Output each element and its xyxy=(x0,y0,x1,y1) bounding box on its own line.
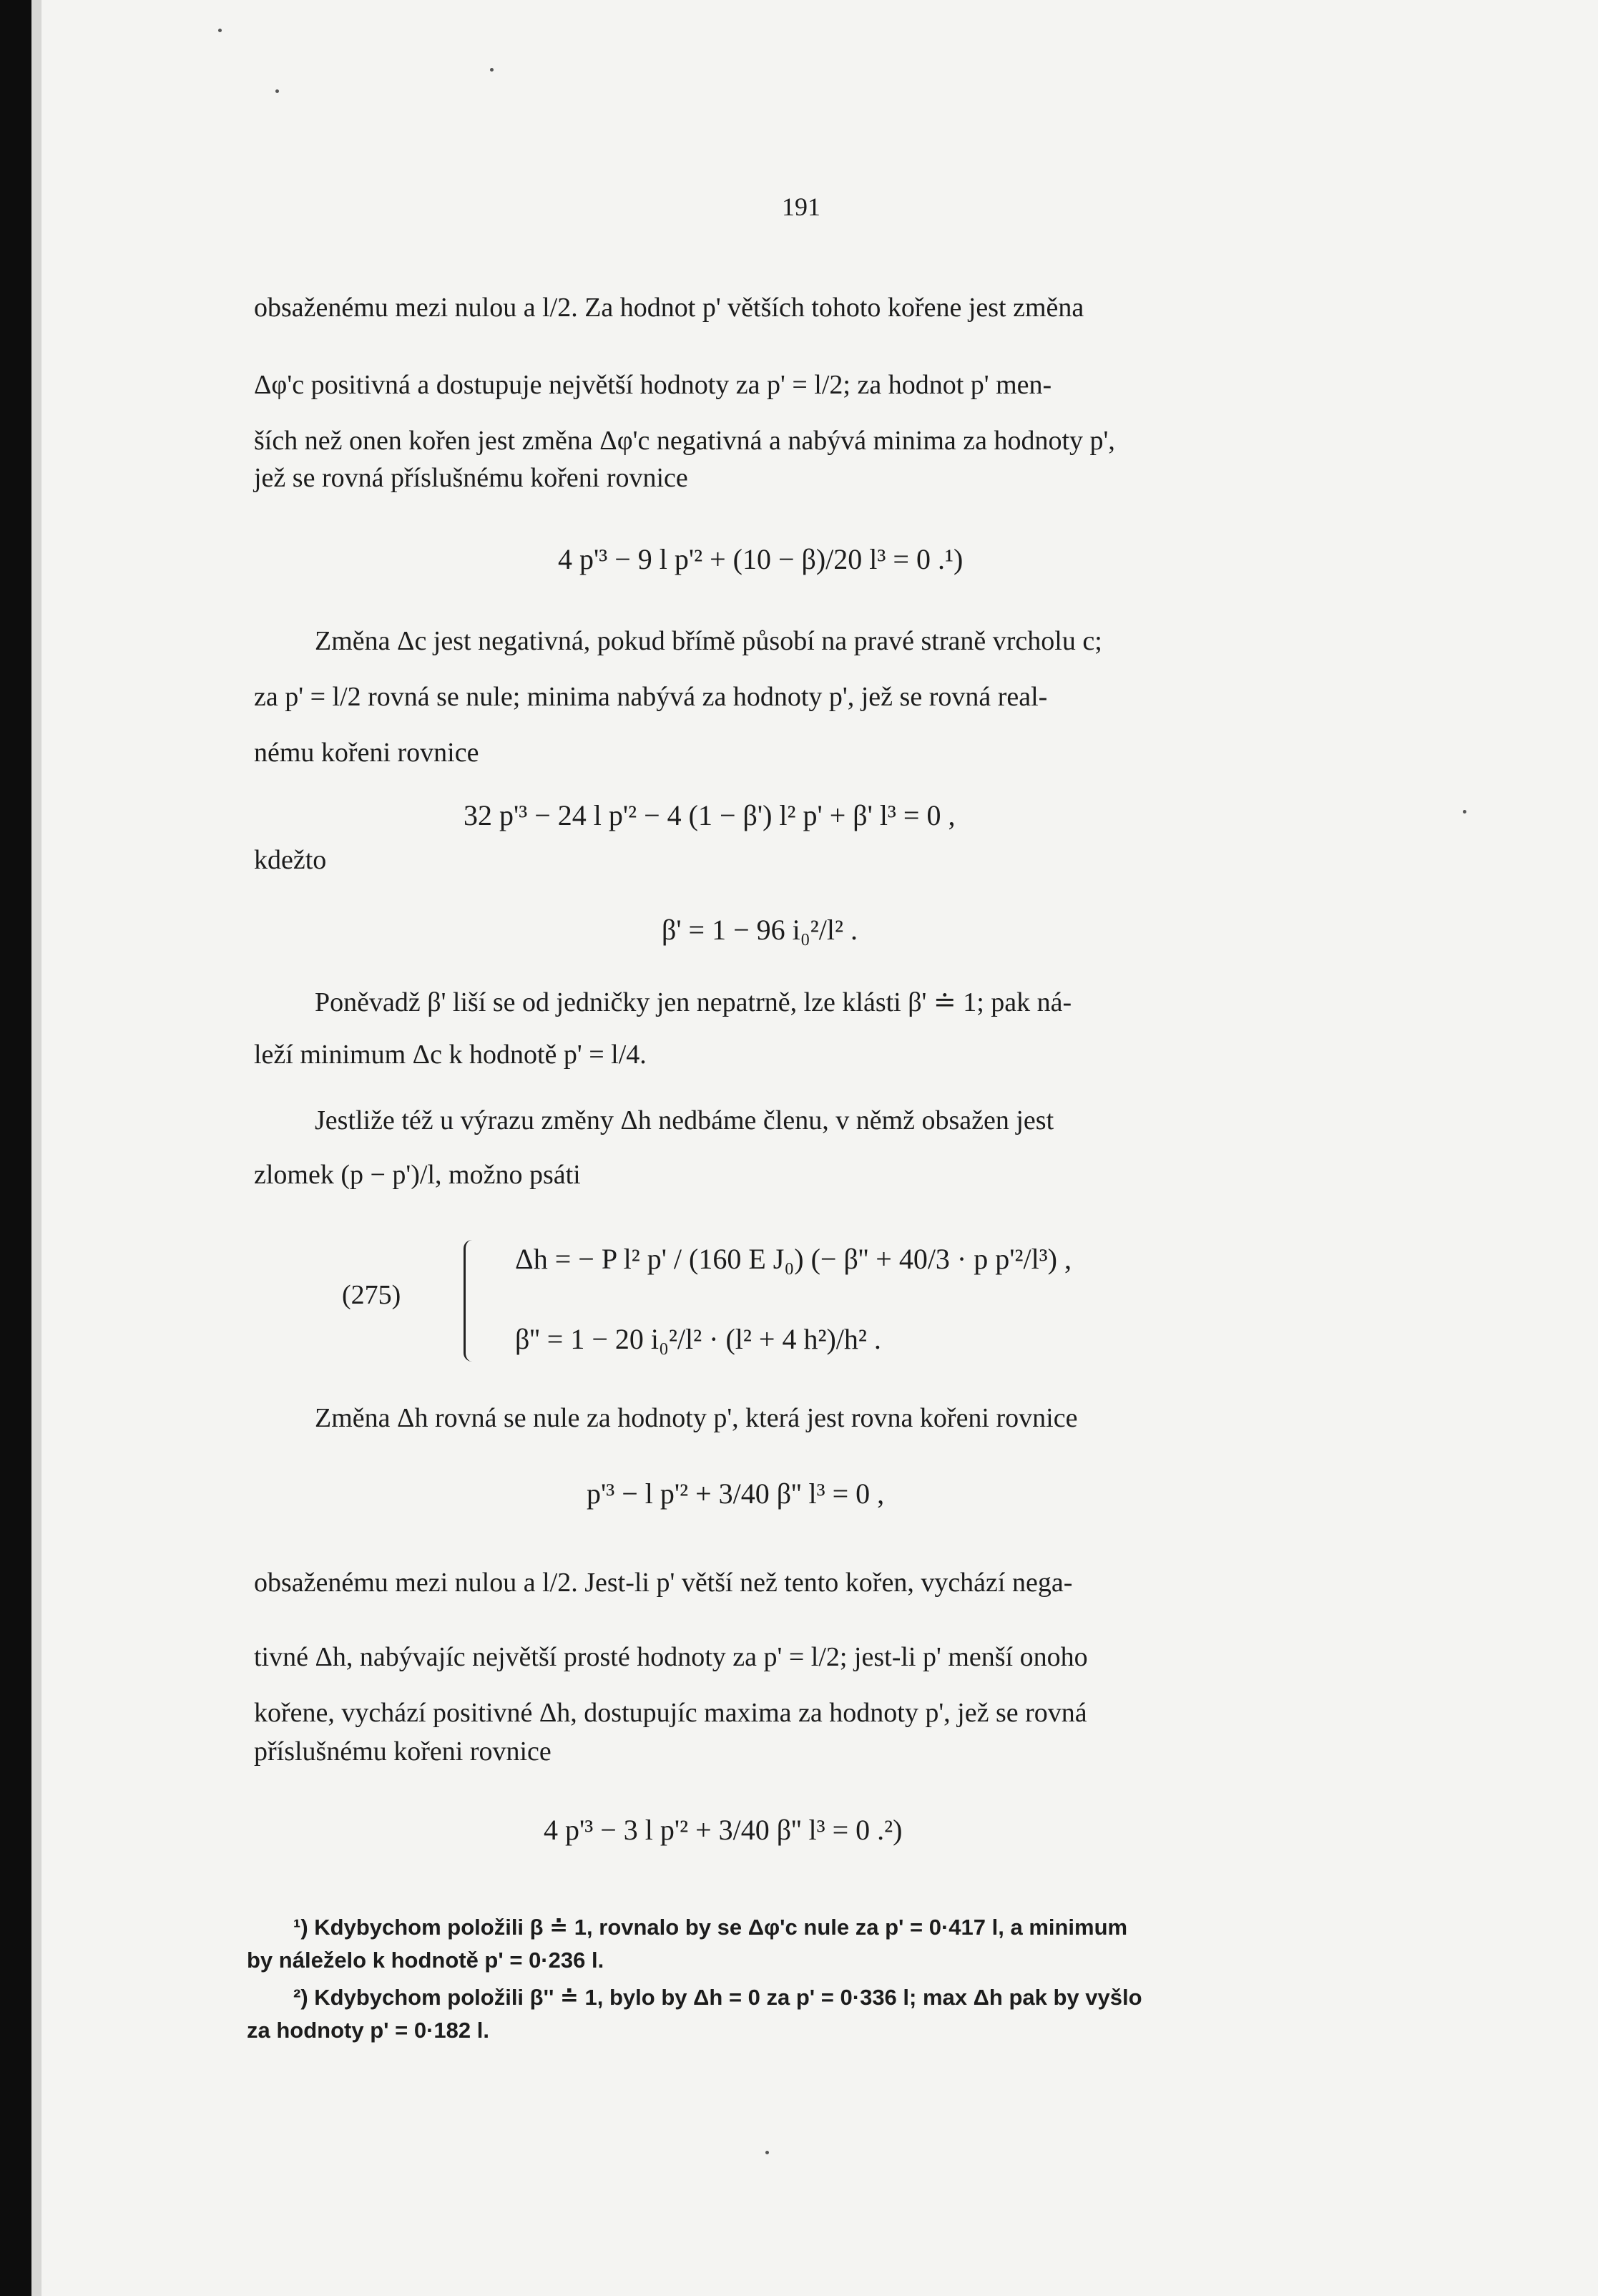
text-line: leží minimum Δc k hodnotě p' = l/4. xyxy=(254,1040,647,1070)
text-line: za p' = l/2 rovná se nule; minima nabývá za hodnoty p', jež se rovná real- xyxy=(254,682,1048,712)
text-line: jež se rovná příslušnému kořeni rovnice xyxy=(254,463,688,493)
equation: p'³ − l p'² + 3/40 β'' l³ = 0 , xyxy=(587,1477,885,1510)
text-line: obsaženému mezi nulou a l/2. Za hodnot p' větších tohoto kořene jest změna xyxy=(254,293,1084,323)
text-line: Jestliže též u výrazu změny Δh nedbáme členu, v němž obsažen jest xyxy=(315,1105,1054,1135)
text-line: tivné Δh, nabývajíc největší prosté hodnoty za p' = l/2; jest-li p' menší onoho xyxy=(254,1642,1088,1672)
text-line: Poněvadž β' liší se od jedničky jen nepatrně, lze klásti β' ≐ 1; pak ná- xyxy=(315,987,1072,1017)
footnote: ¹) Kdybychom položili β ≐ 1, rovnalo by se Δφ'c nule za p' = 0·417 l, a minimum xyxy=(293,1915,1128,1940)
footnote: ²) Kdybychom položili β'' ≐ 1, bylo by Δh = 0 za p' = 0·336 l; max Δh pak by vyšlo xyxy=(293,1985,1142,2010)
equation: 4 p'³ − 3 l p'² + 3/40 β'' l³ = 0 .²) xyxy=(544,1814,903,1846)
text-line: zlomek (p − p')/l, možno psáti xyxy=(254,1160,581,1190)
text-line: Změna Δh rovná se nule za hodnoty p', která jest rovna kořeni rovnice xyxy=(315,1403,1078,1433)
scan-speck xyxy=(490,68,494,72)
equation: 32 p'³ − 24 l p'² − 4 (1 − β') l² p' + β' l³ = 0 , xyxy=(464,799,956,831)
scan-speck xyxy=(218,29,222,32)
text-line: obsaženému mezi nulou a l/2. Jest-li p' větší než tento kořen, vychází nega- xyxy=(254,1568,1073,1598)
equation: β'' = 1 − 20 i₀²/l² · (l² + 4 h²)/h² . xyxy=(515,1323,881,1355)
text-line: nému kořeni rovnice xyxy=(254,738,479,768)
scan-speck xyxy=(1463,810,1466,814)
text-line: Δφ'c positivná a dostupuje největší hodnoty za p' = l/2; za hodnot p' men- xyxy=(254,370,1052,400)
equation: Δh = − P l² p' / (160 E J₀) (− β'' + 40/3 · p p'²/l³) , xyxy=(515,1243,1072,1275)
text-line: kdežto xyxy=(254,845,327,875)
text-line: příslušnému kořeni rovnice xyxy=(254,1736,552,1767)
equation-number: (275) xyxy=(342,1280,401,1310)
scan-edge xyxy=(0,0,31,2296)
text-line: Změna Δc jest negativná, pokud břímě působí na pravé straně vrcholu c; xyxy=(315,626,1102,656)
text-line: ších než onen kořen jest změna Δφ'c negativná a nabývá minima za hodnoty p', xyxy=(254,426,1115,456)
scan-edge-shadow xyxy=(31,0,41,2296)
text-line: kořene, vychází positivné Δh, dostupujíc maxima za hodnoty p', jež se rovná xyxy=(254,1698,1087,1728)
equation-brace xyxy=(464,1240,481,1362)
scan-speck xyxy=(765,2151,769,2154)
footnote: za hodnoty p' = 0·182 l. xyxy=(247,2018,489,2043)
equation: 4 p'³ − 9 l p'² + (10 − β)/20 l³ = 0 .¹) xyxy=(558,543,964,575)
equation: β' = 1 − 96 i₀²/l² . xyxy=(662,914,858,946)
footnote: by náleželo k hodnotě p' = 0·236 l. xyxy=(247,1948,604,1973)
page-number: 191 xyxy=(782,192,820,221)
scan-speck xyxy=(275,89,279,93)
